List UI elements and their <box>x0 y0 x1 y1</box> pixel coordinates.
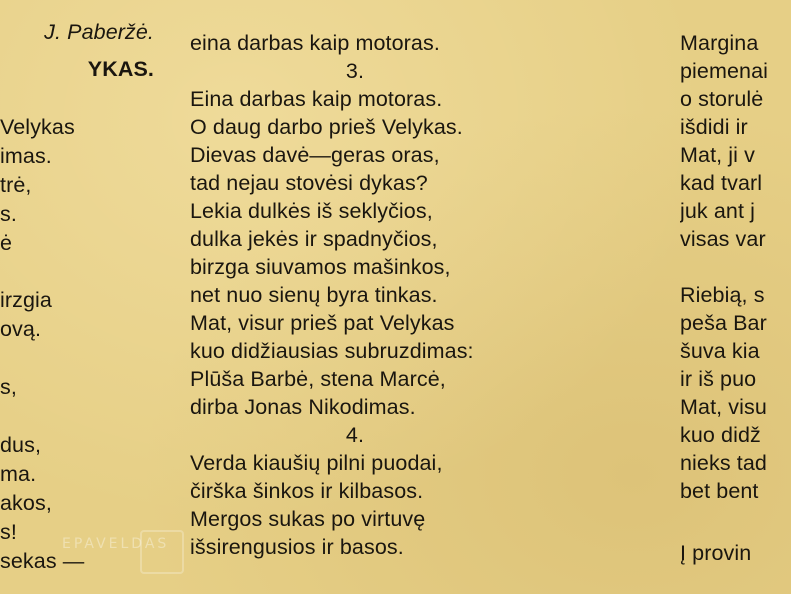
right-line: kad tvarl <box>680 171 763 195</box>
poem-line: Verda kiaušių pilni puodai, <box>190 451 443 475</box>
poem-line: birzga siuvamos mašinkos, <box>190 255 451 279</box>
left-line: s, <box>0 375 17 399</box>
right-line: juk ant j <box>680 199 755 223</box>
right-line: šuva kia <box>680 339 760 363</box>
poem-line: Mat, visur prieš pat Velykas <box>190 311 455 335</box>
author-name: J. Paberžė. <box>44 20 154 44</box>
right-line: o storulė <box>680 87 764 111</box>
right-line: bet bent <box>680 479 759 503</box>
poem-line: dirba Jonas Nikodimas. <box>190 395 416 419</box>
right-line: Mat, visu <box>680 395 767 419</box>
right-line: nieks tad <box>680 451 767 475</box>
left-line: trė, <box>0 173 32 197</box>
left-line: ovą. <box>0 317 42 341</box>
right-line: visas var <box>680 227 766 251</box>
left-line: s! <box>0 520 17 544</box>
left-line: akos, <box>0 491 52 515</box>
poem-line: O daug darbo prieš Velykas. <box>190 115 463 139</box>
watermark-text: EPAVELDAS <box>62 536 170 552</box>
right-line: kuo didž <box>680 423 761 447</box>
middle-column <box>190 0 590 594</box>
stanza-number: 4. <box>345 423 365 447</box>
left-column <box>0 0 158 594</box>
right-line: Margina <box>680 31 759 55</box>
poem-line: čirška šinkos ir kilbasos. <box>190 479 424 503</box>
right-line: piemenai <box>680 59 769 83</box>
poem-line: išsirengusios ir basos. <box>190 535 404 559</box>
left-line: irzgia <box>0 288 52 312</box>
right-column <box>680 0 791 594</box>
poem-line: Dievas davė—geras oras, <box>190 143 440 167</box>
right-line: Į provin <box>680 541 752 565</box>
poem-line: dulka jekės ir spadnyčios, <box>190 227 438 251</box>
stanza-number: 3. <box>345 59 365 83</box>
poem-line: eina darbas kaip motoras. <box>190 31 440 55</box>
right-line: peša Bar <box>680 311 767 335</box>
right-line: išdidi ir <box>680 115 748 139</box>
left-line: s. <box>0 202 17 226</box>
poem-line: Eina darbas kaip motoras. <box>190 87 443 111</box>
poem-line: net nuo sienų byra tinkas. <box>190 283 438 307</box>
left-line: sekas — <box>0 549 85 573</box>
left-line: Velykas <box>0 115 75 139</box>
poem-line: Mergos sukas po virtuvę <box>190 507 426 531</box>
left-line: imas. <box>0 144 52 168</box>
poem-title: YKAS. <box>87 57 154 81</box>
left-line: ma. <box>0 462 37 486</box>
poem-line: Plūša Barbė, stena Marcė, <box>190 367 446 391</box>
right-line: Riebią, s <box>680 283 765 307</box>
left-line: dus, <box>0 433 42 457</box>
poem-line: Lekia dulkės iš seklyčios, <box>190 199 433 223</box>
right-line: ir iš puo <box>680 367 757 391</box>
poem-line: kuo didžiausias subruzdimas: <box>190 339 474 363</box>
left-line: ė <box>0 231 13 255</box>
poem-line: tad nejau stovėsi dykas? <box>190 171 428 195</box>
right-line: Mat, ji v <box>680 143 755 167</box>
